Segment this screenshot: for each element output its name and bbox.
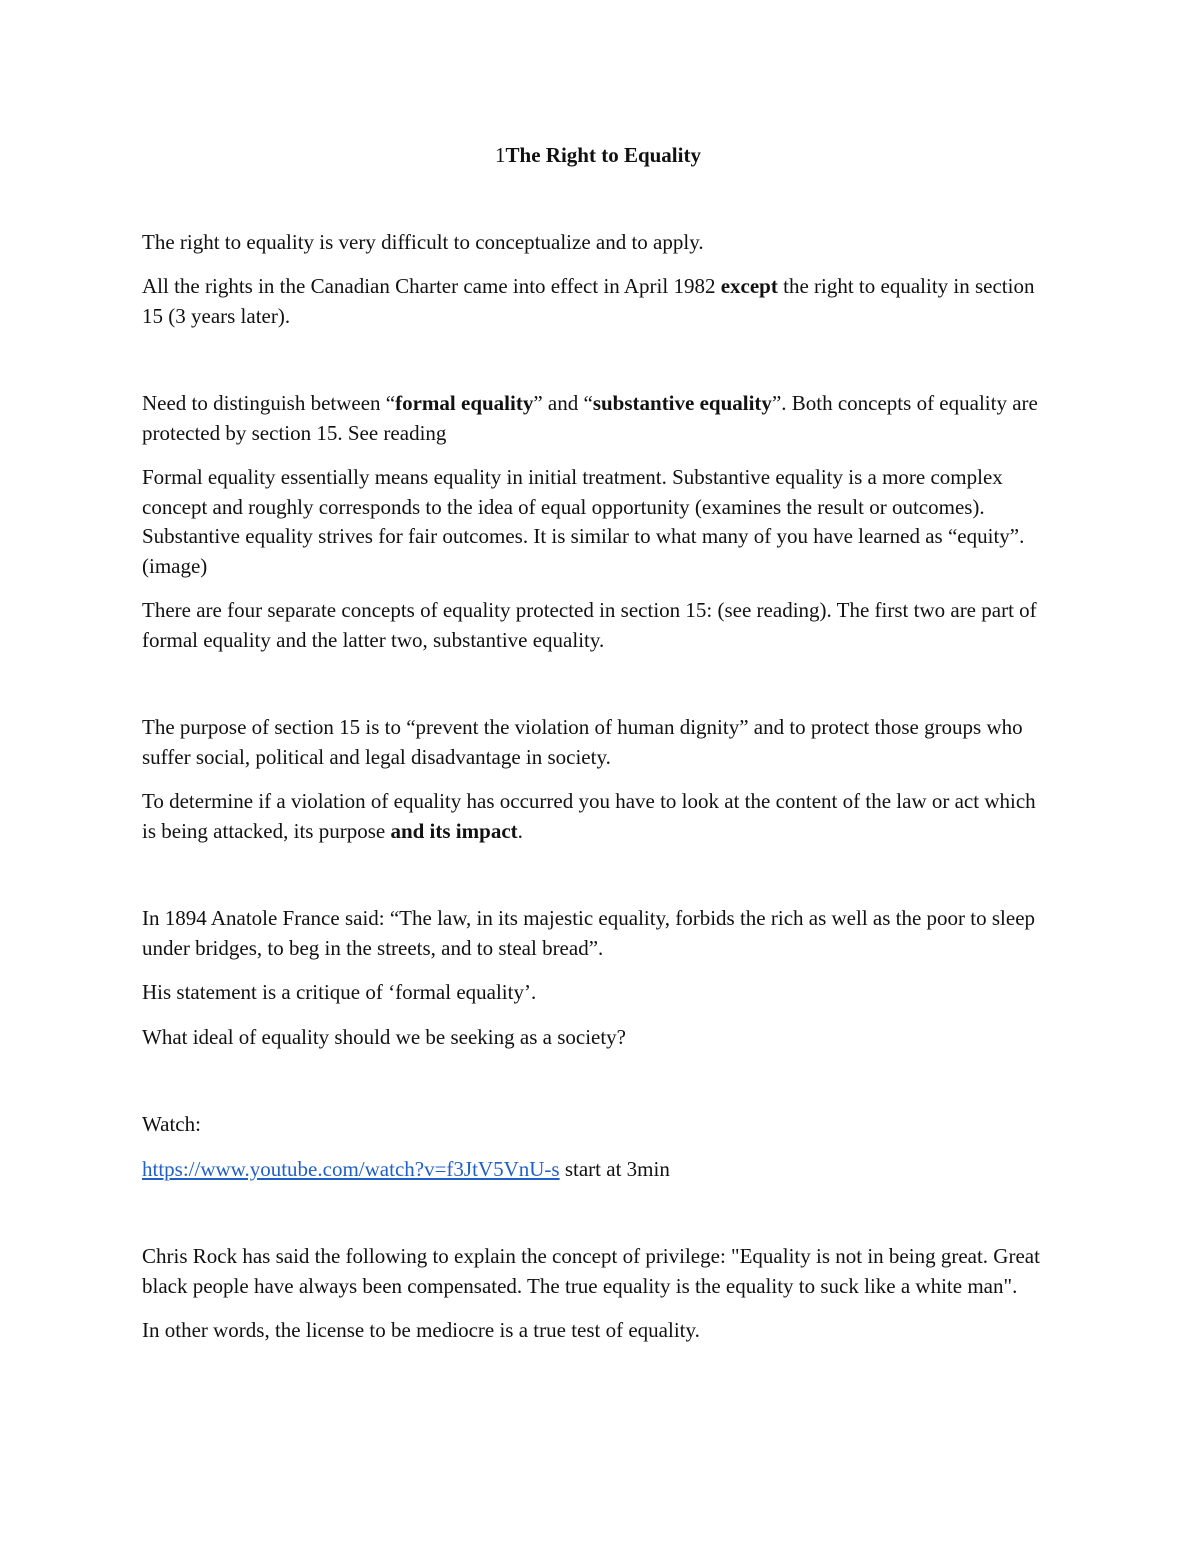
paragraph-critique: His statement is a critique of ‘formal equality’.: [142, 980, 537, 1004]
youtube-link[interactable]: https://www.youtube.com/watch?v=f3JtV5VnU-s: [142, 1156, 560, 1181]
paragraph-formal-vs-substantive: Formal equality essentially means equality in initial treatment. Substantive equality is a more complex concept and roughly corresponds to the idea of equal opportunity (examines the result or outcomes). Substantive equality strives for fair outcomes. It is similar to what many of you have learned as “equity”. (image): [142, 465, 1025, 578]
text-segment: .: [517, 818, 523, 843]
paragraph-determine-violation: [142, 787, 1054, 846]
text-segment: All the rights in the Canadian Charter came into effect in April 1982: [142, 274, 721, 298]
text-segment: ” and “: [533, 391, 593, 415]
text-segment: Need to distinguish between “: [142, 391, 396, 415]
text-segment: start at 3min: [559, 1156, 670, 1181]
text-segment: the right to equality in section 15 (3 years later).: [142, 274, 1035, 328]
text-segment: ”. Both concepts of equality are protected by section 15. See reading: [142, 391, 1038, 445]
paragraph-watch: Watch:: [142, 1112, 201, 1136]
bold-text: except: [720, 274, 778, 298]
paragraph-video-link: [142, 1155, 1054, 1185]
paragraph-conclusion: In other words, the license to be mediocre is a true test of equality.: [142, 1318, 700, 1342]
paragraph-four-concepts: There are four separate concepts of equality protected in section 15: (see reading). The first two are part of formal equality and the latter two, substantive equality.: [142, 598, 1037, 652]
paragraph-chris-rock-quote: Chris Rock has said the following to explain the concept of privilege: "Equality is not in being great. Great black people have always been compensated. The true equality is the equality to suck like a white man".: [142, 1244, 1040, 1298]
bold-text: substantive equality: [592, 391, 772, 415]
text-segment: To determine if a violation of equality has occurred you have to look at the content of the law or act which is being attacked, its purpose: [142, 789, 1036, 843]
paragraph-charter-dates: [142, 272, 1054, 331]
paragraph-question: What ideal of equality should we be seeking as a society?: [142, 1024, 627, 1049]
paragraph-distinguish: [142, 389, 1054, 448]
title-text: The Right to Equality: [505, 143, 701, 167]
paragraph-anatole-france-quote: In 1894 Anatole France said: “The law, in its majestic equality, forbids the rich as well as the poor to sleep under bridges, to beg in the streets, and to steal bread”.: [142, 906, 1036, 960]
document-body: [142, 141, 1054, 1346]
paragraph-purpose: The purpose of section 15 is to “prevent the violation of human dignity” and to protect those groups who suffer social, political and legal disadvantage in society.: [142, 715, 1023, 769]
bold-text: formal equality: [395, 391, 534, 415]
bold-text: and its impact: [390, 818, 518, 843]
title-number: 1: [495, 143, 506, 167]
document-title: [142, 141, 1054, 171]
paragraph-intro: The right to equality is very difficult to conceptualize and to apply.: [142, 229, 704, 254]
